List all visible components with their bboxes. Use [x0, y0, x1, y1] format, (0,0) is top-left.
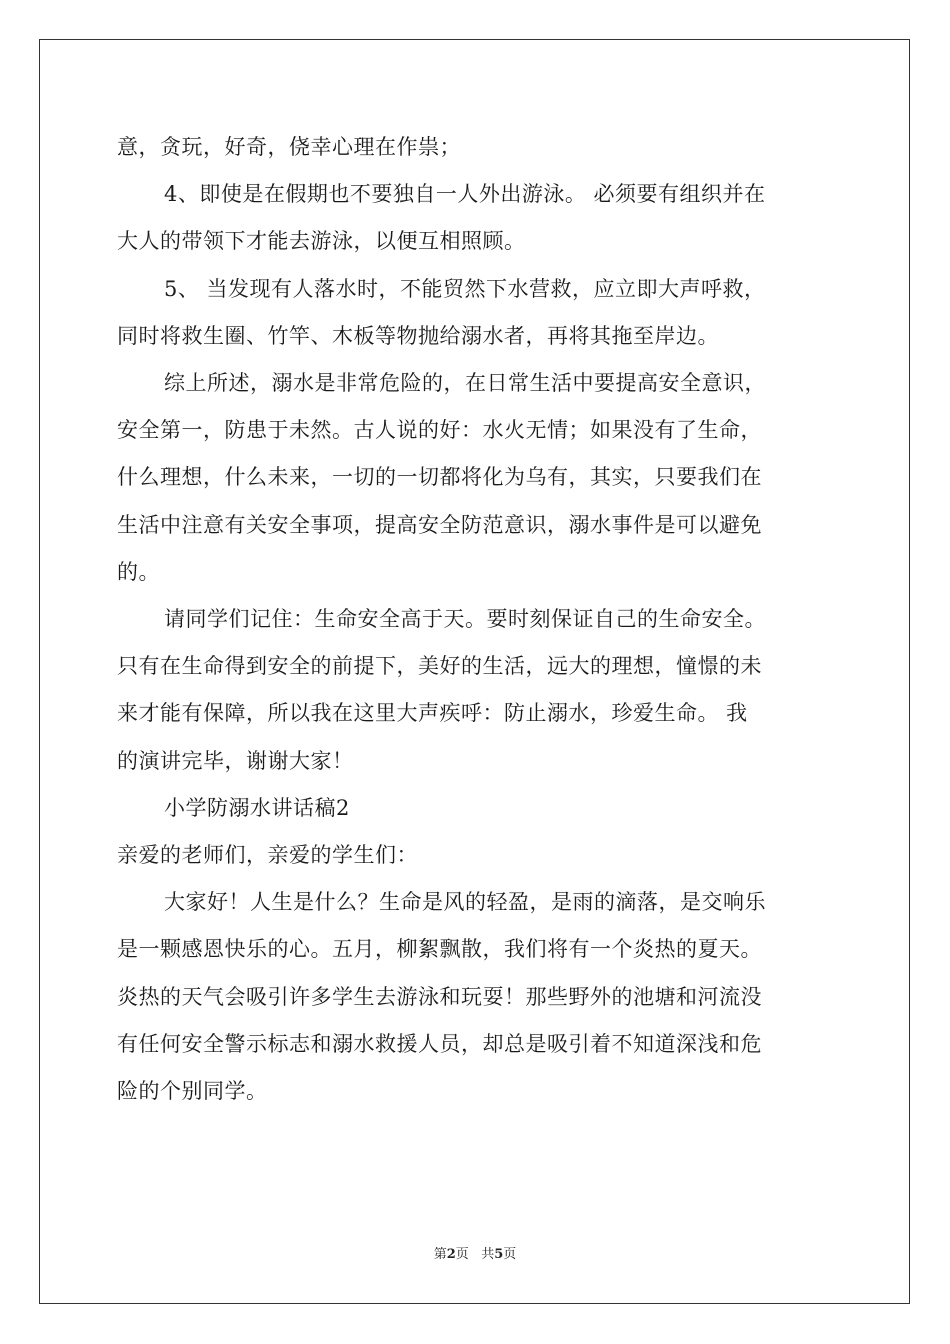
section-title	[117, 785, 835, 832]
section-heading: 小学防溺水讲话稿2	[164, 795, 350, 820]
text-line: 请同学们记住：生命安全高于天。要时刻保证自己的生命安全。	[164, 607, 766, 632]
text-line: 险的个别同学。	[117, 1079, 268, 1104]
paragraph-fragment-1	[117, 124, 835, 171]
text-line: 安全第一，防患于未然。古人说的好：水火无情；如果没有了生命，	[117, 418, 762, 443]
total-page-number: 5	[494, 1247, 504, 1262]
page-number-footer	[0, 1247, 950, 1263]
text-line: 是一颗感恩快乐的心。五月，柳絮飘散，我们将有一个炎热的夏天。	[117, 937, 762, 962]
paragraph-opening	[117, 879, 835, 1115]
text-line: 综上所述，溺水是非常危险的，在日常生活中要提高安全意识，	[164, 371, 766, 396]
salutation	[117, 832, 835, 879]
text-line: 4、即使是在假期也不要独自一人外出游泳。 必须要有组织并在	[164, 182, 766, 207]
text-line: 来才能有保障，所以我在这里大声疾呼：防止溺水，珍爱生命。 我	[117, 701, 748, 726]
paragraph-summary	[117, 360, 835, 596]
text-line: 大家好！人生是什么？生命是风的轻盈，是雨的滴落，是交响乐	[164, 890, 766, 915]
text-line: 的演讲完毕，谢谢大家！	[117, 748, 354, 773]
total-suffix: 页	[503, 1247, 517, 1262]
text-line: 生活中注意有关安全事项，提高安全防范意识，溺水事件是可以避免	[117, 512, 762, 537]
text-line: 同时将救生圈、竹竿、木板等物抛给溺水者，再将其拖至岸边。	[117, 323, 719, 348]
text-line: 亲爱的老师们，亲爱的学生们：	[117, 843, 418, 868]
text-line: 意，贪玩，好奇，侥幸心理在作祟；	[117, 135, 461, 159]
text-line: 只有在生命得到安全的前提下，美好的生活，远大的理想，憧憬的未	[117, 654, 762, 679]
current-page-number: 2	[446, 1247, 456, 1262]
paragraph-closing	[117, 596, 835, 785]
text-line: 炎热的天气会吸引许多学生去游泳和玩耍！那些野外的池塘和河流没	[117, 984, 762, 1009]
text-line: 什么理想，什么未来，一切的一切都将化为乌有，其实，只要我们在	[117, 465, 762, 490]
text-line: 5、 当发现有人落水时，不能贸然下水营救，应立即大声呼救，	[164, 276, 766, 301]
text-line: 有任何安全警示标志和溺水救援人员，却总是吸引着不知道深浅和危	[117, 1031, 762, 1056]
page-suffix: 页	[455, 1247, 469, 1262]
total-prefix: 共	[481, 1247, 495, 1262]
text-line: 的。	[117, 559, 160, 584]
page-prefix: 第	[433, 1247, 447, 1262]
document-body	[117, 124, 835, 1115]
paragraph-item-5	[117, 266, 835, 360]
paragraph-item-4	[117, 171, 835, 265]
text-line: 大人的带领下才能去游泳，以便互相照顾。	[117, 229, 526, 254]
